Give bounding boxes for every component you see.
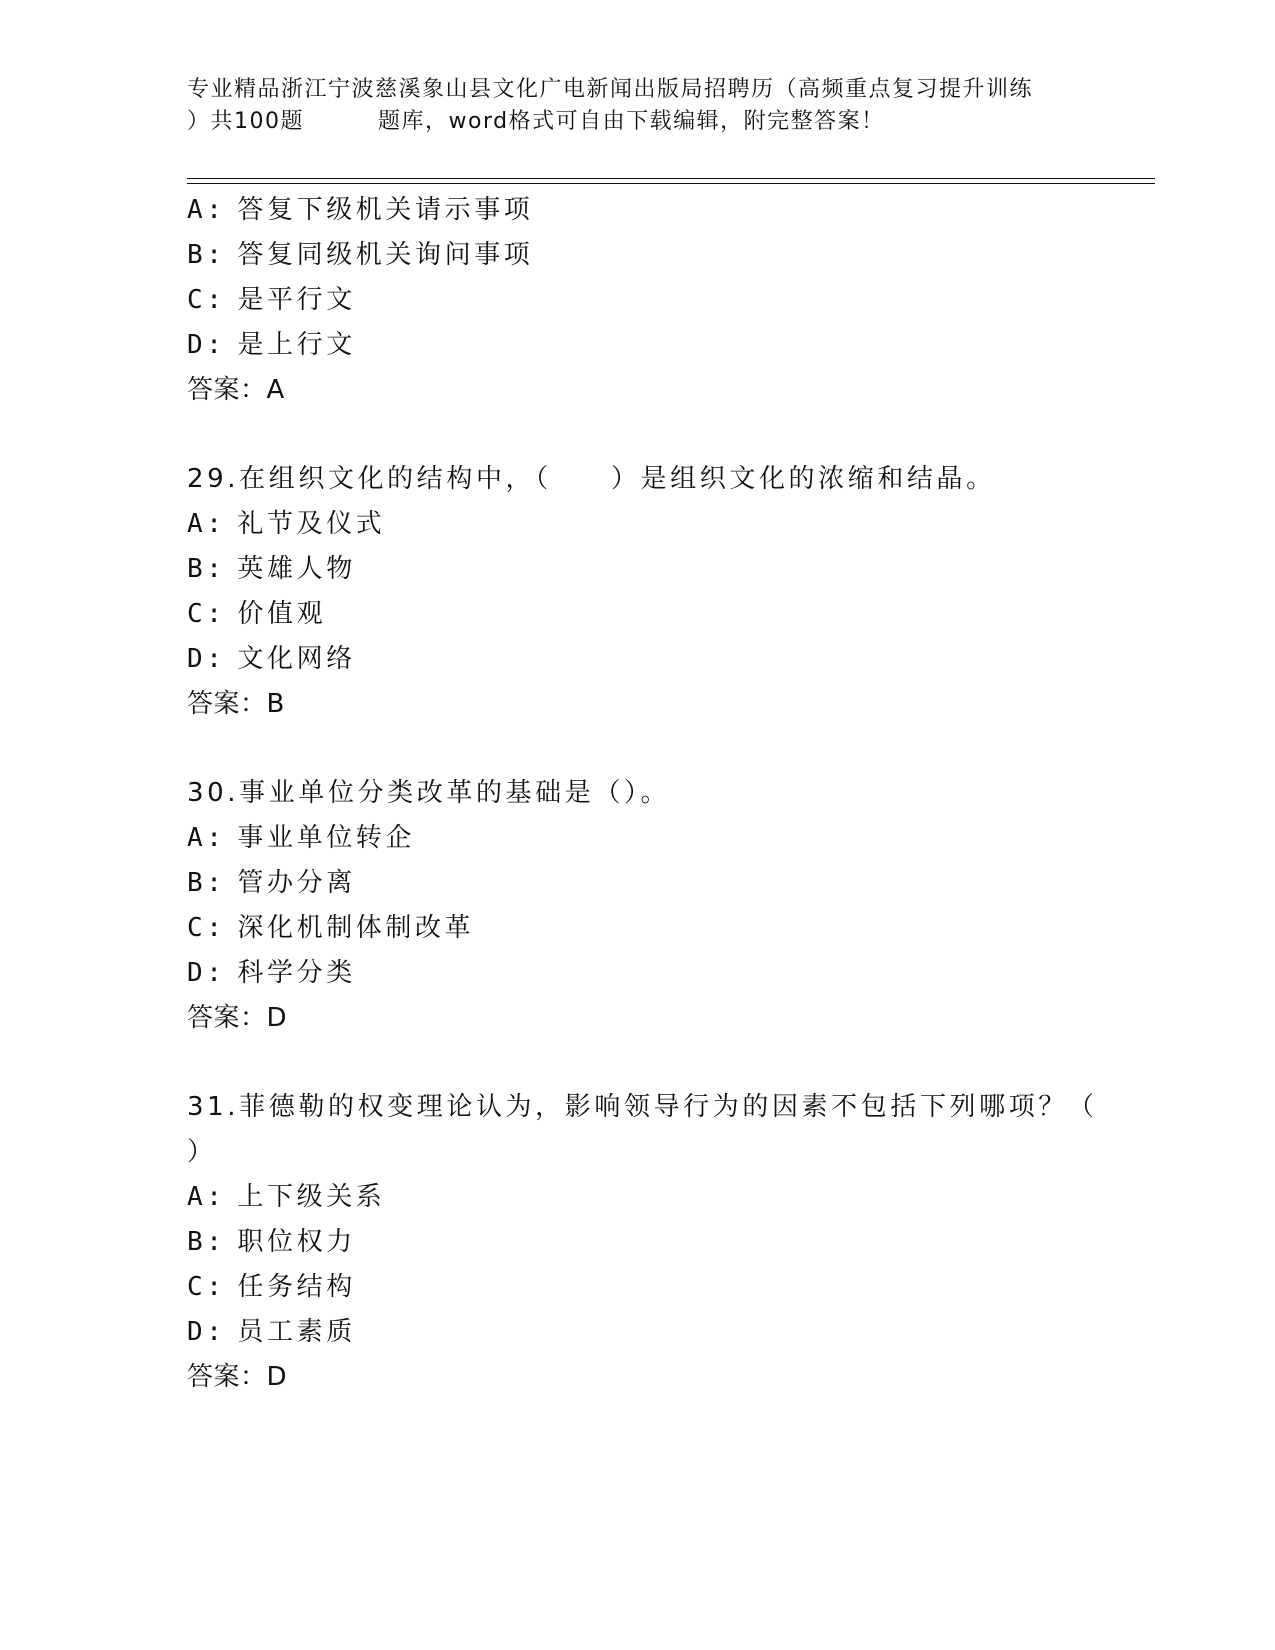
- option-c: C: 任务结构: [187, 1272, 356, 1302]
- option-b: B: 英雄人物: [187, 554, 356, 584]
- option-b: B: 管办分离: [187, 868, 356, 898]
- option-d: D: 是上行文: [187, 330, 356, 360]
- option-a: A: 事业单位转企: [187, 823, 415, 853]
- question-stem: 29.在组织文化的结构中，（ ）是组织文化的浓缩和结晶。: [187, 464, 996, 494]
- question-stem-continuation: ）: [187, 1137, 217, 1167]
- option-d: D: 文化网络: [187, 644, 356, 674]
- option-d: D: 科学分类: [187, 958, 356, 988]
- answer-line: 答案：D: [187, 1003, 288, 1033]
- answer-line: 答案：D: [187, 1362, 288, 1392]
- question-stem: 31.菲德勒的权变理论认为，影响领导行为的因素不包括下列哪项？（: [187, 1092, 1098, 1122]
- answer-line: 答案：B: [187, 689, 285, 719]
- question-stem: 30.事业单位分类改革的基础是（）。: [187, 778, 671, 808]
- header-line-2: [187, 106, 1087, 138]
- header-line-2-part-1: ）共100题: [187, 109, 304, 134]
- option-d: D: 员工素质: [187, 1317, 356, 1347]
- document-header: [187, 74, 1087, 138]
- answer-line: 答案：A: [187, 375, 285, 405]
- option-b: B: 职位权力: [187, 1227, 356, 1257]
- option-c: C: 价值观: [187, 599, 327, 629]
- header-divider-bottom: [187, 183, 1155, 184]
- header-divider-top: [187, 178, 1155, 179]
- option-a: A: 上下级关系: [187, 1182, 386, 1212]
- option-c: C: 是平行文: [187, 285, 356, 315]
- option-a: A: 答复下级机关请示事项: [187, 195, 534, 225]
- header-line-2-part-2: 题库，word格式可自由下载编辑，附完整答案！: [378, 109, 885, 134]
- option-a: A: 礼节及仪式: [187, 509, 386, 539]
- option-c: C: 深化机制体制改革: [187, 913, 475, 943]
- header-line-1: 专业精品浙江宁波慈溪象山县文化广电新闻出版局招聘历（高频重点复习提升训练: [187, 77, 1034, 102]
- option-b: B: 答复同级机关询问事项: [187, 240, 534, 270]
